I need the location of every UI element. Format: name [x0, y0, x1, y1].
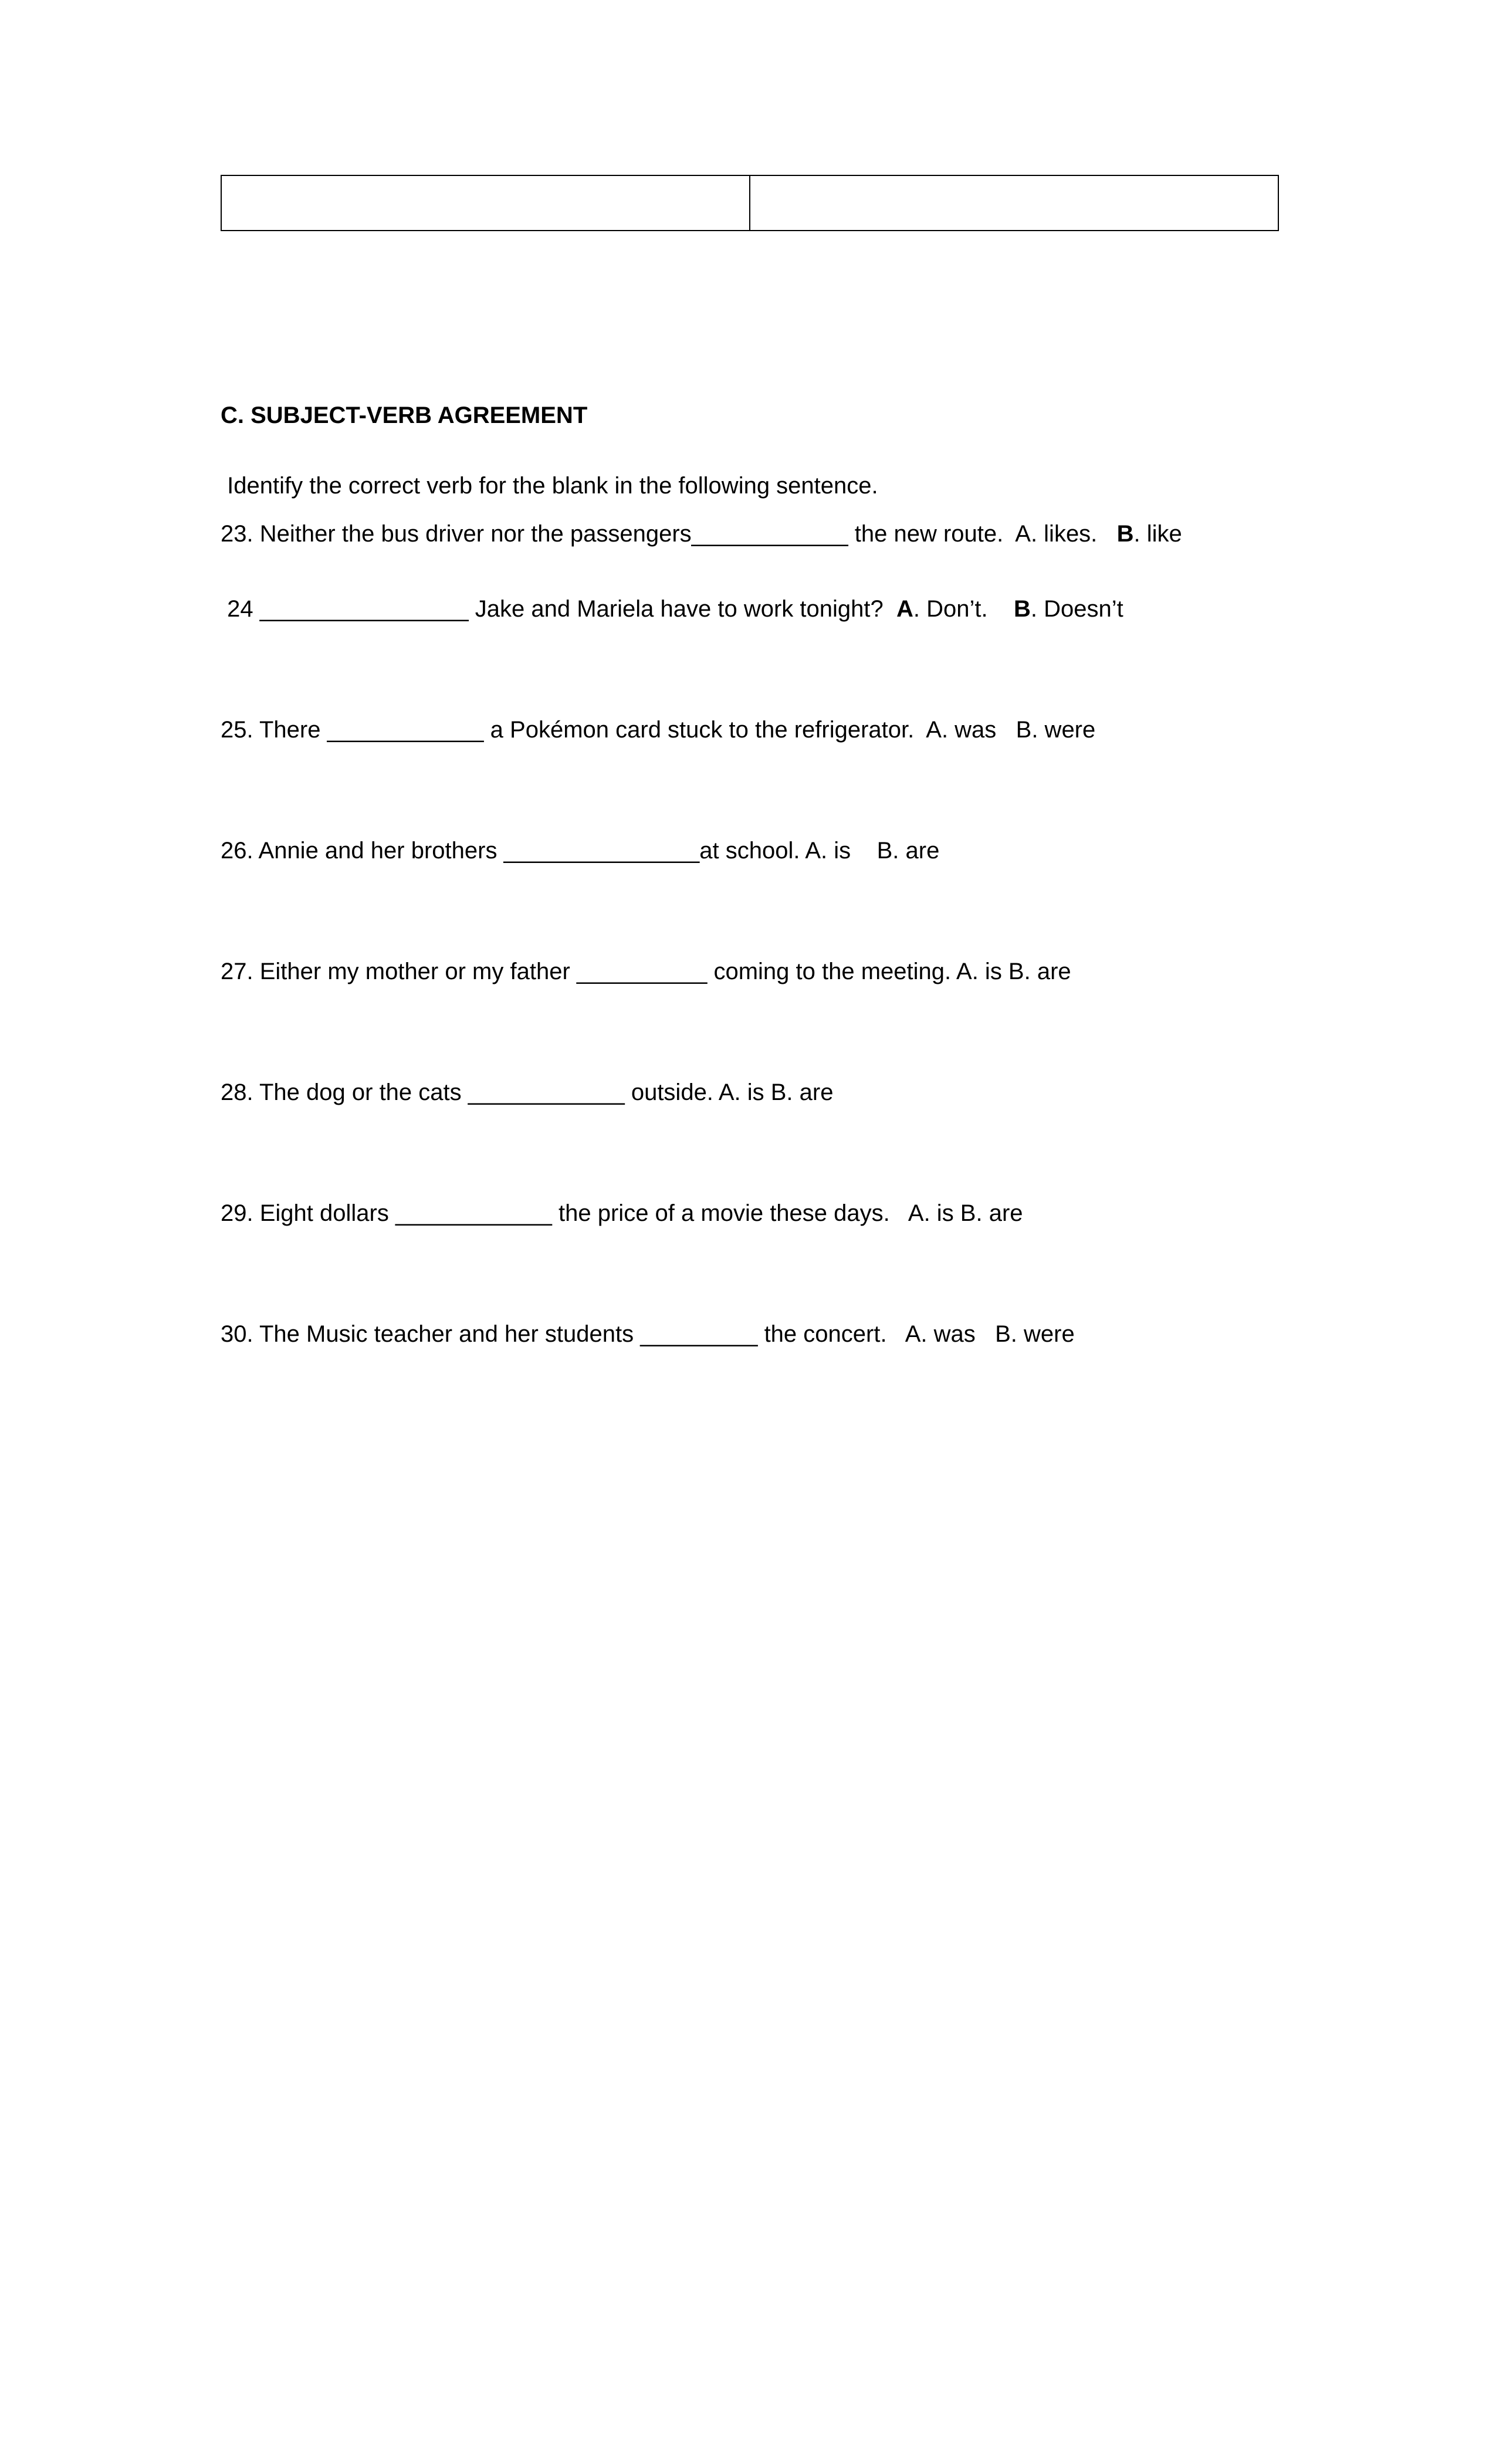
question-run: 27. Either my mother or my father __________ coming to the meeting. A. is B. are: [221, 959, 1071, 984]
question-line: [221, 593, 1281, 625]
question-line: [221, 1197, 1281, 1229]
question-line: [221, 1318, 1281, 1350]
section-heading: C. SUBJECT-VERB AGREEMENT: [221, 402, 588, 428]
header-table-cell-right: [750, 175, 1278, 231]
header-table: [221, 175, 1279, 231]
question-run: 30. The Music teacher and her students _________ the concert. A. was B. were: [221, 1321, 1075, 1347]
header-table-cell-left: [221, 175, 750, 231]
question-run: 26. Annie and her brothers _______________at school. A. is B. are: [221, 838, 940, 864]
question-run: 28. The dog or the cats ____________ outside. A. is B. are: [221, 1079, 834, 1105]
question-run-bold: B: [1014, 596, 1031, 622]
question-run: 29. Eight dollars ____________ the price of a movie these days. A. is B. are: [221, 1200, 1023, 1226]
question-line: [221, 835, 1281, 867]
header-table-row: [221, 175, 1278, 231]
questions-list: [221, 518, 1281, 1350]
question-run: . Doesn’t: [1030, 596, 1123, 622]
question-run-bold: A: [896, 596, 913, 622]
question-run: . Don’t.: [913, 596, 1014, 622]
question-line: [221, 518, 1281, 550]
question-run: 23. Neither the bus driver nor the passengers____________ the new route. A. likes.: [221, 521, 1117, 547]
question-run: . like: [1133, 521, 1182, 547]
question-line: [221, 1077, 1281, 1108]
question-line: [221, 956, 1281, 987]
question-line: [221, 714, 1281, 746]
question-run-bold: B: [1116, 521, 1134, 547]
instruction-text: Identify the correct verb for the blank in the following sentence.: [221, 473, 878, 499]
question-run: 25. There ____________ a Pokémon card stuck to the refrigerator. A. was B. were: [221, 717, 1096, 743]
question-run: 24 ________________ Jake and Mariela have to work tonight?: [221, 596, 896, 622]
